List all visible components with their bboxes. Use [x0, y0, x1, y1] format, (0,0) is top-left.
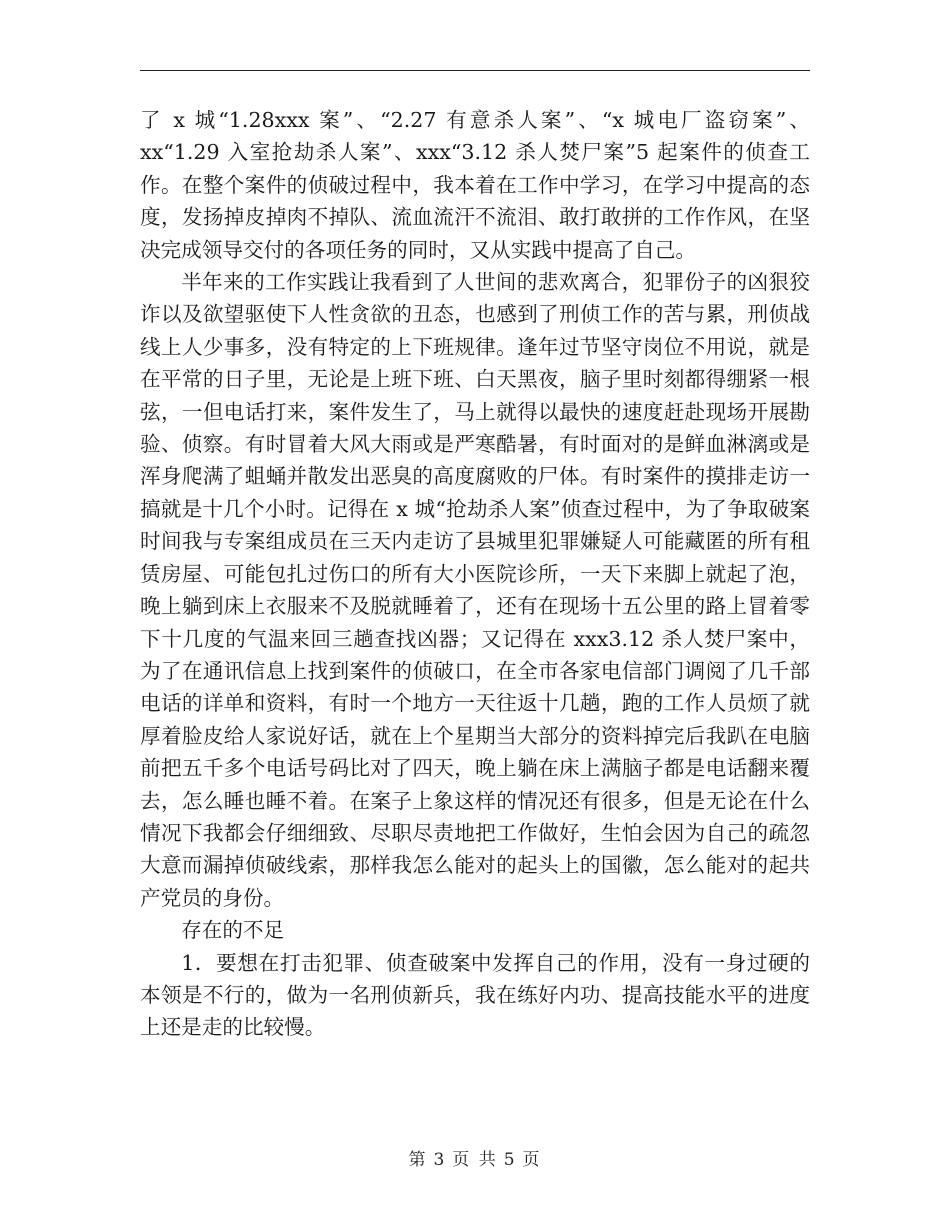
footer-prefix: 第	[408, 1150, 428, 1170]
paragraph-work-experience: 半年来的工作实践让我看到了人世间的悲欢离合，犯罪份子的凶狠狡诈以及欲望驱使下人性贪欲的丑态，也感到了刑侦工作的苦与累，刑侦战线上人少事多，没有特定的上下班规律。逢年过节坚守岗位不用说，就是在平常的日子里，无论是上班下班、白天黑夜，脑子里时刻都得绷紧一根弦，一但电话打来，案件发生了，马上就得以最快的速度赶赴现场开展勘验、侦察。有时冒着大风大雨或是严寒酷暑，有时面对的是鲜血淋漓或是浑身爬满了蛆蛹并散发出恶臭的高度腐败的尸体。有时案件的摸排走访一搞就是十几个小时。记得在 x 城“抢劫杀人案”侦查过程中，为了争取破案时间我与专案组成员在三天内走访了县城里犯罪嫌疑人可能藏匿的所有租赁房屋、可能包扎过伤口的所有大小医院诊所，一天下来脚上就起了泡，晚上躺到床上衣服来不及脱就睡着了，还有在现场十五公里的路上冒着零下十几度的气温来回三趟查找凶器；又记得在 xxx3.12 杀人焚尸案中，为了在通讯信息上找到案件的侦破口，在全市各家电信部门调阅了几千部电话的详单和资料，有时一个地方一天往返十几趟，跑的工作人员烦了就厚着脸皮给人家说好话，就在上个星期当大部分的资料掉完后我趴在电脑前把五千多个电话号码比对了四天，晚上躺在床上满脑子都是电话翻来覆去，怎么睡也睡不着。在案子上象这样的情况还有很多，但是无论在什么情况下我都会仔细细致、尽职尽责地把工作做好，生怕会因为自己的疏忽大意而漏掉侦破线索，那样我怎么能对的起头上的国徽，怎么能对的起共产党员的身份。	[140, 270, 810, 910]
footer-current-page: 3	[433, 1150, 447, 1170]
paragraph-continuation: 了 x 城“1.28xxx 案”、“2.27 有意杀人案”、“x 城电厂盗窃案”、xx“1.29 入室抢劫杀人案”、xxx“3.12 杀人焚尸案”5 起案件的侦查工作。在整个案件的侦破过程中，我本着在工作中学习，在学习中提高的态度，发扬掉皮掉肉不掉队、流血流汗不流泪、敢打敢拼的工作作风，在坚决完成领导交付的各项任务的同时，又从实践中提高了自己。	[140, 108, 810, 262]
header-rule	[140, 70, 810, 71]
footer-total-pages: 5	[503, 1150, 517, 1170]
section-heading-shortcomings: 存在的不足	[181, 918, 285, 943]
paragraph-shortcoming-1: 1．要想在打击犯罪、侦查破案中发挥自己的作用，没有一身过硬的本领是不行的，做为一名刑侦新兵，我在练好内功、提高技能水平的进度上还是走的比较慢。	[140, 950, 810, 1040]
footer-suffix: 页	[522, 1150, 542, 1170]
footer-middle: 页 共	[452, 1150, 498, 1170]
page-footer	[0, 1145, 950, 1170]
document-body	[140, 104, 810, 1044]
